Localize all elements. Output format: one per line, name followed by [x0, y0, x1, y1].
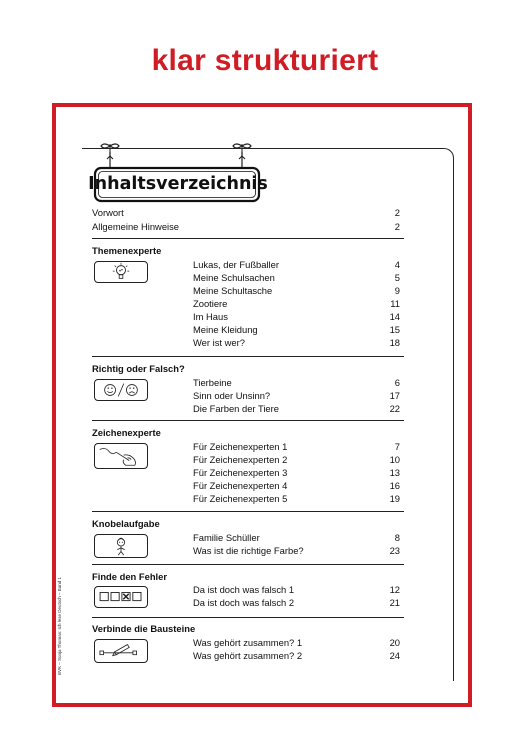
list-item: Tierbeine — [193, 377, 232, 388]
list-item: Für Zeichenexperten 3 — [193, 467, 288, 478]
page-number: 4 — [394, 259, 400, 270]
list-item: Allgemeine Hinweise — [92, 221, 180, 232]
publisher-note: BVK – Sonja Thomas: Ich lese Deutsch – Band 1 — [57, 577, 62, 675]
page-number: 8 — [394, 532, 400, 543]
page-number: 24 — [389, 650, 400, 661]
headline: klar strukturiert — [151, 44, 379, 77]
connect-pen-icon — [94, 639, 148, 663]
list-item: Im Haus — [193, 311, 228, 322]
divider — [92, 356, 404, 357]
page-number: 5 — [394, 272, 400, 283]
list-item: Da ist doch was falsch 2 — [193, 597, 295, 608]
page-number: 21 — [389, 597, 400, 608]
divider — [92, 420, 404, 421]
page-number: 2 — [394, 221, 400, 232]
thinking-figure-icon — [94, 534, 148, 558]
list-item: Was ist die richtige Farbe? — [193, 545, 304, 556]
list-item: Meine Schultasche — [193, 285, 273, 296]
page-number: 14 — [389, 311, 400, 322]
checkboxes-icon — [94, 586, 148, 608]
divider — [92, 511, 404, 512]
list-item: Meine Schulsachen — [193, 272, 275, 283]
section-title: Finde den Fehler — [92, 571, 168, 582]
divider — [92, 564, 404, 565]
list-item: Für Zeichenexperten 2 — [193, 454, 288, 465]
page-number: 18 — [389, 337, 400, 348]
page-number: 10 — [389, 454, 400, 465]
section-title: Zeichenexperte — [92, 427, 161, 438]
list-item: Für Zeichenexperten 5 — [193, 493, 288, 504]
section-title: Verbinde die Bausteine — [92, 623, 196, 634]
list-item: Vorwort — [92, 207, 124, 218]
divider — [92, 617, 404, 618]
page-number: 6 — [394, 377, 400, 388]
list-item: Zootiere — [193, 298, 228, 309]
section-title: Themenexperte — [92, 245, 162, 256]
page-number: 17 — [389, 390, 400, 401]
page-number: 23 — [389, 545, 400, 556]
page-number: 2 — [394, 207, 400, 218]
page-number: 16 — [389, 480, 400, 491]
page-number: 11 — [390, 298, 400, 309]
page-number: 19 — [389, 493, 400, 504]
list-item: Meine Kleidung — [193, 324, 258, 335]
list-item: Wer ist wer? — [193, 337, 245, 348]
page-number: 12 — [389, 584, 400, 595]
section-title: Knobelaufgabe — [92, 518, 160, 529]
list-item: Was gehört zusammen? 1 — [193, 637, 303, 648]
list-item: Sinn oder Unsinn? — [193, 390, 271, 401]
happy-sad-faces-icon — [94, 379, 148, 401]
page-number: 22 — [389, 403, 400, 414]
list-item: Für Zeichenexperten 1 — [193, 441, 288, 452]
list-item: Familie Schüller — [193, 532, 260, 543]
page-number: 7 — [394, 441, 400, 452]
toc-title: Inhaltsverzeichnis — [88, 174, 268, 194]
drawing-hand-icon — [94, 443, 148, 469]
list-item: Lukas, der Fußballer — [193, 259, 279, 270]
list-item: Die Farben der Tiere — [193, 403, 279, 414]
page-number: 20 — [389, 637, 400, 648]
divider — [92, 238, 404, 239]
section-title: Richtig oder Falsch? — [92, 363, 185, 374]
lightbulb-idea-icon — [94, 261, 148, 283]
list-item: Da ist doch was falsch 1 — [193, 584, 295, 595]
page-number: 15 — [389, 324, 400, 335]
list-item: Was gehört zusammen? 2 — [193, 650, 303, 661]
page-number: 13 — [389, 467, 400, 478]
list-item: Für Zeichenexperten 4 — [193, 480, 288, 491]
page-number: 9 — [394, 285, 400, 296]
